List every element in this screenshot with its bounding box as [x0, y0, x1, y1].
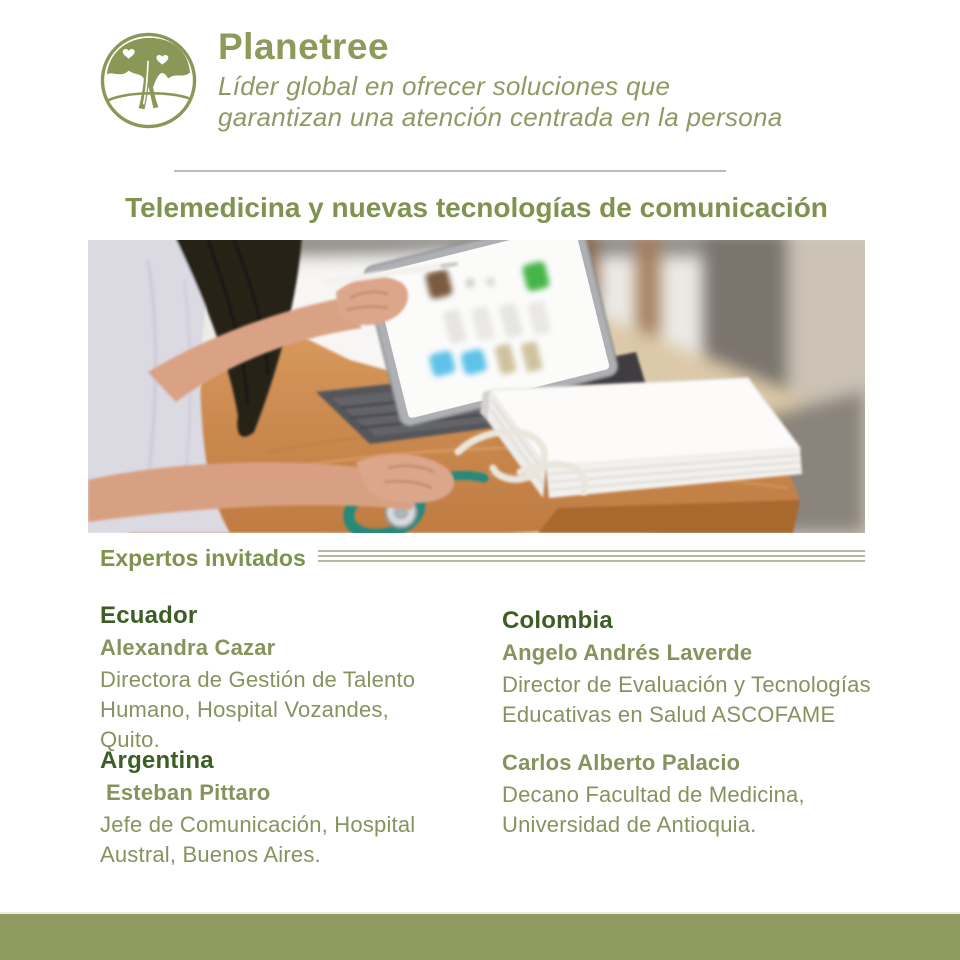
header-divider: [174, 170, 726, 172]
brand-block: [218, 26, 838, 133]
brand-tagline: [218, 71, 838, 133]
experts-heading: Expertos invitados: [100, 545, 306, 571]
hero-photo: [88, 240, 865, 533]
expert-group-argentina: [100, 747, 448, 870]
expert-role: Director de Evaluación y Tecnologías Educativas en Salud ASCOFAME: [502, 672, 871, 727]
country-label: Argentina: [100, 747, 214, 774]
brand-tagline-line1: Líder global en ofrecer soluciones que: [218, 71, 671, 101]
expert-name: Carlos Alberto Palacio: [502, 750, 741, 775]
expert-name: Alexandra Cazar: [100, 635, 276, 660]
footer-band: [0, 912, 960, 960]
expert-group-carlos-palacio: [502, 750, 880, 840]
expert-role: Jefe de Comunicación, Hospital Austral, Buenos Aires.: [100, 812, 416, 867]
planetree-logo: [99, 31, 198, 130]
brand-name: Planetree: [218, 26, 390, 67]
expert-role: Directora de Gestión de Talento Humano, Hospital Vozandes, Quito.: [100, 667, 416, 752]
country-label: Ecuador: [100, 602, 198, 629]
page-title: Telemedicina y nuevas tecnologías de comunicación: [125, 192, 828, 223]
expert-role: Decano Facultad de Medicina, Universidad de Antioquia.: [502, 782, 805, 837]
expert-name: Angelo Andrés Laverde: [502, 640, 753, 665]
expert-group-ecuador: [100, 602, 448, 755]
country-label: Colombia: [502, 607, 613, 634]
expert-group-colombia: [502, 607, 880, 730]
experts-heading-rule: [318, 550, 865, 562]
brand-tagline-line2: garantizan una atención centrada en la persona: [218, 102, 783, 132]
expert-name: Esteban Pittaro: [106, 780, 271, 805]
telemedicine-photo-illustration: [88, 240, 865, 533]
tree-in-circle-icon: [99, 31, 198, 130]
